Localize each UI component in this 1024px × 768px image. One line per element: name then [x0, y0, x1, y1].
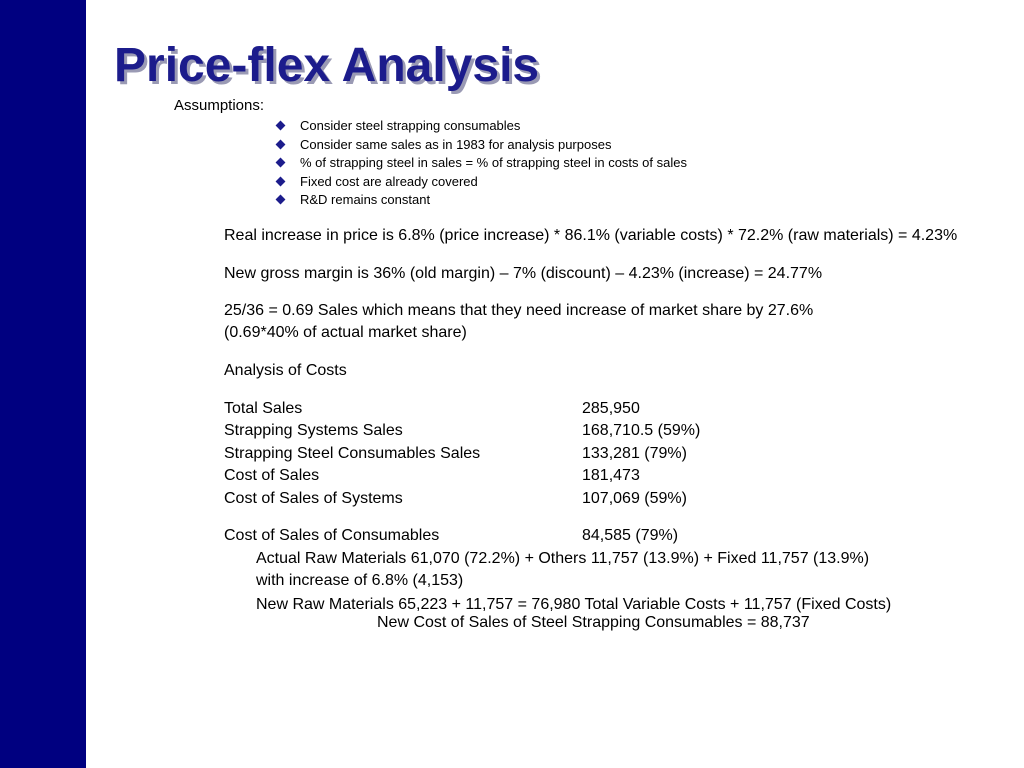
new-cost-of-sales-text: New Cost of Sales of Steel Strapping Consumables = 88,737	[377, 614, 810, 631]
diamond-bullet-icon	[276, 158, 286, 168]
cost-label: Cost of Sales of Systems	[224, 490, 403, 507]
assumption-text: Consider steel strapping consumables	[300, 118, 521, 133]
consumables-cost-row	[224, 525, 984, 547]
cost-label: Total Sales	[224, 400, 303, 417]
assumption-text: R&D remains constant	[300, 192, 431, 208]
cost-label: Strapping Systems Sales	[224, 422, 403, 439]
slide-title: Price-flex Analysis	[114, 39, 540, 92]
assumptions-label: Assumptions:	[174, 97, 265, 114]
cost-row	[224, 443, 984, 465]
cost-label: Strapping Steel Consumables Sales	[224, 445, 481, 462]
diamond-bullet-icon	[276, 176, 286, 186]
diamond-bullet-icon	[276, 121, 286, 131]
assumption-item	[276, 154, 687, 173]
cost-value: 133,281 (79%)	[582, 445, 687, 462]
cost-label: Cost of Sales	[224, 467, 320, 484]
cost-row	[224, 420, 984, 442]
diamond-bullet-icon	[276, 195, 286, 205]
cost-label: Cost of Sales of Consumables	[224, 527, 440, 544]
assumption-text: Fixed cost are already covered	[300, 173, 478, 189]
cost-row	[224, 465, 984, 487]
cost-value: 181,473	[582, 467, 640, 484]
assumption-text: % of strapping steel in sales = % of strapping steel in costs of sales	[300, 155, 687, 171]
analysis-heading: Analysis of Costs	[224, 362, 347, 379]
market-share-text: (0.69*40% of actual market share)	[224, 324, 467, 341]
new-raw-materials-detail: New Raw Materials 65,223 + 11,757 = 76,980 Total Variable Costs + 11,757 (Fixed Costs)	[256, 596, 892, 613]
assumption-text: Consider same sales as in 1983 for analysis purposes	[300, 136, 612, 152]
assumption-item	[276, 173, 687, 192]
assumption-item	[276, 191, 687, 210]
cost-value: 84,585 (79%)	[582, 527, 679, 544]
slide-sidebar	[0, 0, 86, 768]
assumptions-list	[276, 117, 687, 210]
increase-detail: with increase of 6.8% (4,153)	[256, 572, 464, 589]
cost-value: 107,069 (59%)	[582, 490, 687, 507]
cost-row	[224, 398, 984, 420]
cost-value: 168,710.5 (59%)	[582, 422, 701, 439]
assumption-item	[276, 136, 687, 155]
cost-row	[224, 488, 984, 510]
sales-ratio-text: 25/36 = 0.69 Sales which means that they need increase of market share by 27.6%	[224, 302, 814, 319]
real-increase-text: Real increase in price is 6.8% (price increase) * 86.1% (variable costs) * 72.2% (raw materials) = 4.23%	[224, 227, 958, 244]
cost-value: 285,950	[582, 400, 640, 417]
raw-materials-detail: Actual Raw Materials 61,070 (72.2%) + Others 11,757 (13.9%) + Fixed 11,757 (13.9%)	[256, 550, 870, 567]
diamond-bullet-icon	[276, 139, 286, 149]
gross-margin-text: New gross margin is 36% (old margin) – 7% (discount) – 4.23% (increase) = 24.77%	[224, 265, 823, 282]
assumption-item	[276, 117, 687, 136]
